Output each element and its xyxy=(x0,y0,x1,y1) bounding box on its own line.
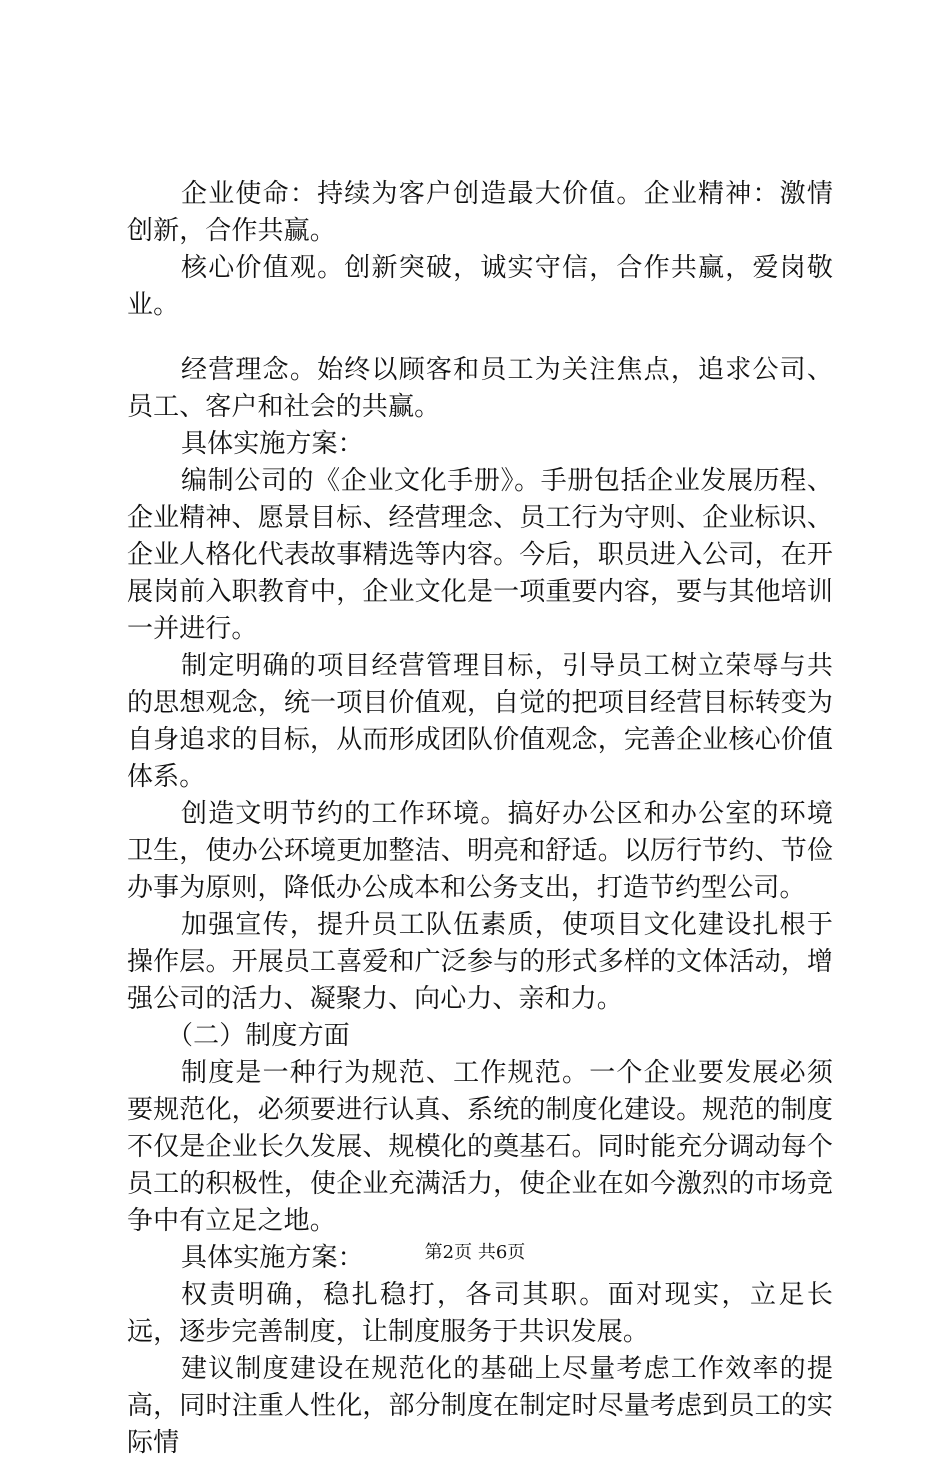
paragraph-mission: 企业使命：持续为客户创造最大价值。企业精神：激情创新，合作共赢。 xyxy=(127,179,833,246)
page-footer: 第2页 共6页 xyxy=(424,1242,526,1263)
paragraph-responsibilities: 权责明确，稳扎稳打，各司其职。面对现实，立足长远，逐步完善制度，让制度服务于共识发展。 xyxy=(127,1280,833,1347)
paragraph-institution-suggestion: 建议制度建设在规范化的基础上尽量考虑工作效率的提高，同时注重人性化，部分制度在制定时尽量考虑到员工的实际情 xyxy=(127,1354,833,1458)
paragraph-management-goals: 制定明确的项目经营管理目标，引导员工树立荣辱与共的思想观念，统一项目价值观，自觉的把项目经营目标转变为自身追求的目标，从而形成团队价值观念，完善企业核心价值体系。 xyxy=(127,651,833,792)
section-heading-institution: （二）制度方面 xyxy=(167,1021,350,1051)
paragraph-publicity: 加强宣传，提升员工队伍素质，使项目文化建设扎根于操作层。开展员工喜爱和广泛参与的形式多样的文体活动，增强公司的活力、凝聚力、向心力、亲和力。 xyxy=(127,910,833,1014)
document-body xyxy=(127,176,833,1462)
paragraph-institution-intro: 制度是一种行为规范、工作规范。一个企业要发展必须要规范化，必须要进行认真、系统的制度化建设。规范的制度不仅是企业长久发展、规模化的奠基石。同时能充分调动每个员工的积极性，使企业充满活力，使企业在如今激烈的市场竞争中有立足之地。 xyxy=(127,1058,833,1236)
paragraph-implementation-heading-2: 具体实施方案： xyxy=(181,1243,364,1273)
paragraph-business-philosophy: 经营理念。始终以顾客和员工为关注焦点，追求公司、员工、客户和社会的共赢。 xyxy=(127,355,833,422)
paragraph-work-environment: 创造文明节约的工作环境。搞好办公区和办公室的环境卫生，使办公环境更加整洁、明亮和舒适。以厉行节约、节俭办事为原则，降低办公成本和公务支出，打造节约型公司。 xyxy=(127,799,833,903)
paragraph-core-values: 核心价值观。创新突破，诚实守信，合作共赢，爱岗敬业。 xyxy=(127,253,833,320)
paragraph-implementation-heading: 具体实施方案： xyxy=(181,429,364,459)
paragraph-culture-handbook: 编制公司的《企业文化手册》。手册包括企业发展历程、企业精神、愿景目标、经营理念、员工行为守则、企业标识、企业人格化代表故事精选等内容。今后，职员进入公司，在开展岗前入职教育中，企业文化是一项重要内容，要与其他培训一并进行。 xyxy=(127,466,833,644)
